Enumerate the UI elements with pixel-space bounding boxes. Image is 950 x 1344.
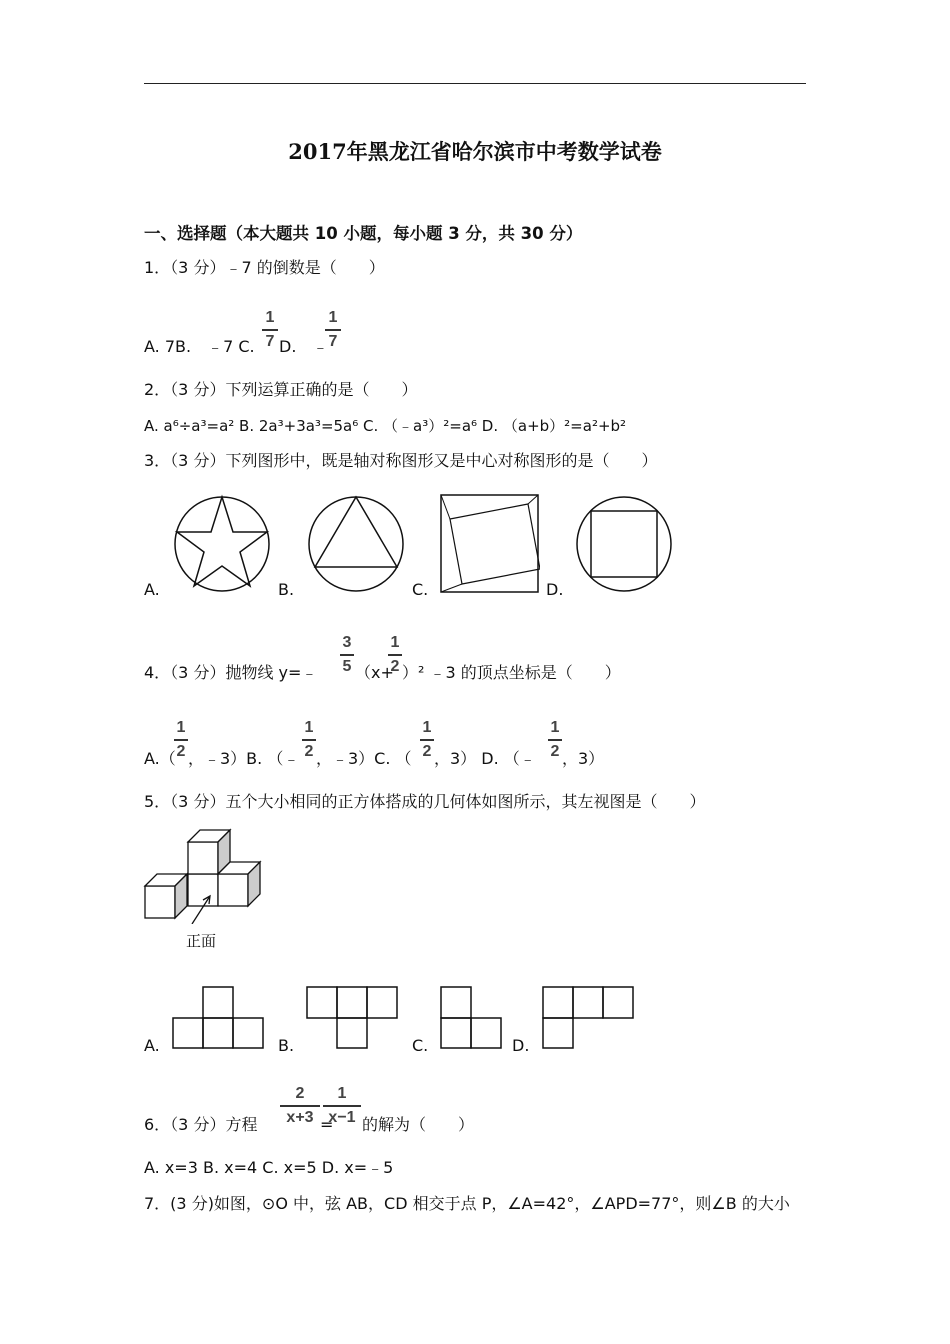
q6-stem-a: 6．（3 分）方程 <box>144 1115 258 1134</box>
q6-frac-b-den: x−1 <box>328 1108 356 1126</box>
q2-stem: 2．（3 分）下列运算正确的是（ ） <box>144 380 418 399</box>
q5-label-a: A. <box>144 1036 160 1055</box>
q4-opt-a-den: 2 <box>176 742 186 760</box>
q1-frac-c-num: 1 <box>265 309 275 326</box>
q4-frac-b-den: 2 <box>390 657 400 675</box>
q4-opt-part5: ，3） <box>562 749 605 768</box>
section-heading: 一、选择题（本大题共 10 小题，每小题 3 分，共 30 分） <box>144 224 583 243</box>
q4-opt-d-den: 2 <box>550 742 560 760</box>
q6-frac-a-den: x+3 <box>286 1108 314 1126</box>
q3-figure-b <box>306 494 406 594</box>
q1-frac-d-den: 7 <box>328 332 338 350</box>
q4-stem-b: （x+ <box>355 663 394 682</box>
q4-opt-part2: ，﹣3）B. （﹣ <box>188 749 300 768</box>
q1-frac-c <box>262 309 278 351</box>
top-rule <box>144 83 806 84</box>
q2-options: A. a⁶÷a³=a² B. 2a³+3a³=5a⁶ C. （﹣a³）²=a⁶ D. （a+b）²=a²+b² <box>144 417 627 435</box>
q5-option-b-figure <box>306 986 400 1050</box>
q7-stem: 7．(3 分)如图，⊙O 中，弦 AB，CD 相交于点 P，∠A=42°，∠APD=77°，则∠B 的大小 <box>144 1194 790 1213</box>
page-title: 2017年黑龙江省哈尔滨市中考数学试卷 <box>288 139 662 164</box>
q3-figure-a <box>172 494 272 594</box>
q6-frac-b-num: 1 <box>337 1085 347 1102</box>
q4-opt-d-frac <box>548 719 562 761</box>
q1-options-prefix: A. 7B. ﹣7 C. <box>144 337 255 356</box>
q4-frac-a-den: 5 <box>342 657 352 675</box>
q6-frac-a-num: 2 <box>295 1085 305 1102</box>
q1-frac-d-num: 1 <box>328 309 338 326</box>
q5-label-c: C. <box>412 1036 429 1055</box>
q4-opt-part1: A.（ <box>144 749 176 768</box>
q4-stem-c: ）² ﹣3 的顶点坐标是（ ） <box>402 663 621 682</box>
q5-front-label: 正面 <box>186 932 217 950</box>
q5-stem: 5．（3 分）五个大小相同的正方体搭成的几何体如图所示，其左视图是（ ） <box>144 792 706 811</box>
q5-option-a-figure <box>172 986 266 1050</box>
q6-options: A. x=3 B. x=4 C. x=5 D. x=﹣5 <box>144 1158 394 1177</box>
q5-cube-figure <box>142 824 272 924</box>
q5-option-d-figure <box>542 986 636 1050</box>
q1-frac-c-den: 7 <box>265 332 275 350</box>
q3-stem: 3．（3 分）下列图形中，既是轴对称图形又是中心对称图形的是（ ） <box>144 451 658 470</box>
q6-frac-b <box>323 1085 361 1127</box>
q4-opt-c-den: 2 <box>422 742 432 760</box>
q4-frac-b <box>388 634 402 676</box>
q5-label-b: B. <box>278 1036 295 1055</box>
q4-opt-a-frac <box>174 719 188 761</box>
q1-option-d: D. ﹣ <box>279 337 329 356</box>
q4-frac-a <box>340 634 354 676</box>
q4-opt-c-num: 1 <box>422 719 432 736</box>
q4-frac-b-num: 1 <box>390 634 400 651</box>
q3-figure-d <box>574 494 674 594</box>
q4-opt-part4: ，3） D. （﹣ <box>434 749 536 768</box>
q1-options <box>144 337 255 357</box>
q6-stem-c: 的解为（ ） <box>362 1115 475 1134</box>
q1-frac-d <box>325 309 341 351</box>
q5-option-c-figure <box>440 986 504 1050</box>
q4-frac-a-num: 3 <box>342 634 352 651</box>
q3-figure-c <box>440 494 540 594</box>
q6-frac-a <box>280 1085 320 1127</box>
q4-opt-b-den: 2 <box>304 742 314 760</box>
q4-stem-a: 4．（3 分）抛物线 y=﹣ <box>144 663 318 682</box>
q3-label-a: A. <box>144 580 160 599</box>
q5-label-d: D. <box>512 1036 530 1055</box>
q1-stem: 1．（3 分）﹣7 的倒数是（ ） <box>144 258 385 277</box>
q3-label-b: B. <box>278 580 295 599</box>
q4-opt-a-num: 1 <box>176 719 186 736</box>
q3-label-c: C. <box>412 580 429 599</box>
q4-opt-b-num: 1 <box>304 719 314 736</box>
q4-opt-b-frac <box>302 719 316 761</box>
q4-opt-c-frac <box>420 719 434 761</box>
q6-stem-b: = <box>320 1115 334 1134</box>
q3-label-d: D. <box>546 580 564 599</box>
q4-opt-d-num: 1 <box>550 719 560 736</box>
q4-opt-part3: ，﹣3）C. （ <box>316 749 412 768</box>
